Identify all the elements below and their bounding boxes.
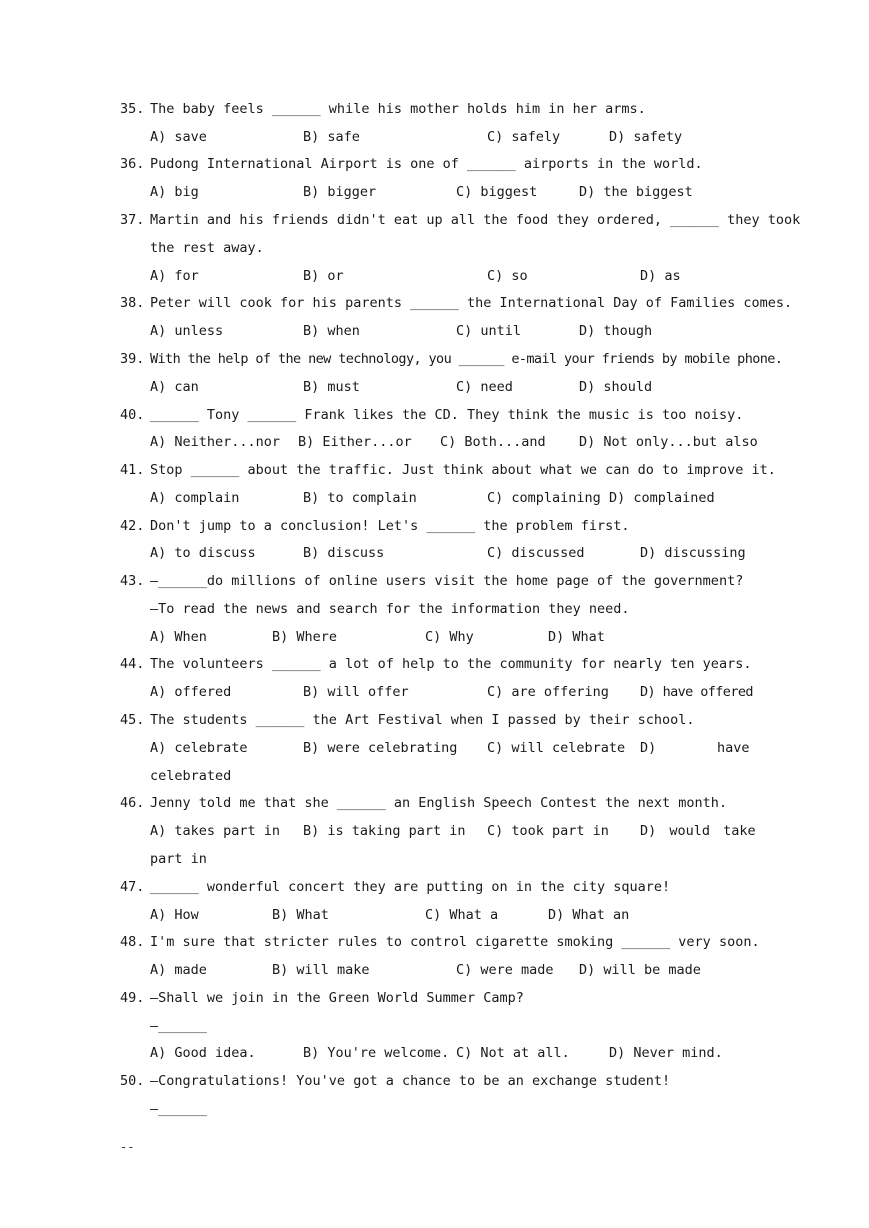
answer-blank: —______: [150, 1018, 207, 1034]
question-number: 38.: [120, 295, 145, 311]
option-a: A) How: [150, 907, 199, 923]
answer-blank: —______: [150, 1101, 207, 1117]
page-footer-mark: --: [120, 1140, 135, 1154]
question-number: 39.: [120, 351, 145, 367]
option-b: B) must: [303, 379, 360, 395]
question-number: 49.: [120, 990, 145, 1006]
option-b: B) will make: [272, 962, 370, 978]
question-stem: —Congratulations! You've got a chance to be an exchange student!: [150, 1073, 671, 1089]
question-stem-continued: —To read the news and search for the information they need.: [150, 601, 630, 617]
option-b: B) safe: [303, 129, 360, 145]
question-number: 45.: [120, 712, 145, 728]
option-d: D) discussing: [640, 545, 746, 561]
option-d: D) What an: [548, 907, 630, 923]
option-a: A) celebrate: [150, 740, 248, 756]
option-d: D) have offered: [640, 684, 753, 700]
option-b: B) Either...or: [298, 434, 412, 450]
question-number: 41.: [120, 462, 145, 478]
option-a: A) Neither...nor: [150, 434, 281, 450]
option-b: B) were celebrating: [303, 740, 458, 756]
option-b: B) to complain: [303, 490, 417, 506]
option-c: C) Both...and: [440, 434, 546, 450]
option-c: C) until: [456, 323, 522, 339]
question-number: 47.: [120, 879, 145, 895]
option-d-label: D): [640, 740, 657, 756]
question-stem-continued: the rest away.: [150, 240, 264, 256]
option-a: A) unless: [150, 323, 224, 339]
option-a: A) takes part in: [150, 823, 281, 839]
question-number: 35.: [120, 101, 145, 117]
question-stem: Pudong International Airport is one of ______ airports in the world.: [150, 156, 703, 172]
option-b: B) Where: [272, 629, 338, 645]
question-stem: —______do millions of online users visit the home page of the government?: [150, 573, 744, 589]
option-c: C) are offering: [487, 684, 609, 700]
option-d: D) complained: [609, 490, 715, 506]
option-c: C) discussed: [487, 545, 585, 561]
option-d: D) Never mind.: [609, 1045, 723, 1061]
question-number: 36.: [120, 156, 145, 172]
option-a: A) can: [150, 379, 199, 395]
question-stem: —Shall we join in the Green World Summer Camp?: [150, 990, 524, 1006]
question-stem: Stop ______ about the traffic. Just think about what we can do to improve it.: [150, 462, 776, 478]
question-number: 40.: [120, 407, 145, 423]
question-stem: With the help of the new technology, you ______ e-mail your friends by mobile phone.: [150, 351, 783, 367]
question-stem: Don't jump to a conclusion! Let's ______ the problem first.: [150, 518, 630, 534]
option-c: C) will celebrate: [487, 740, 626, 756]
option-d: D) What: [548, 629, 605, 645]
option-c: C) Not at all.: [456, 1045, 570, 1061]
question-stem: The baby feels ______ while his mother holds him in her arms.: [150, 101, 646, 117]
option-c: C) were made: [456, 962, 554, 978]
option-d: D) the biggest: [579, 184, 693, 200]
question-number: 46.: [120, 795, 145, 811]
option-d: D) safety: [609, 129, 683, 145]
question-stem: The volunteers ______ a lot of help to the community for nearly ten years.: [150, 656, 752, 672]
option-b: B) will offer: [303, 684, 409, 700]
option-c: C) so: [487, 268, 528, 284]
option-b: B) What: [272, 907, 329, 923]
option-d: D) would take: [640, 823, 756, 839]
option-a: A) for: [150, 268, 199, 284]
option-d: D) as: [640, 268, 681, 284]
option-a: A) Good idea.: [150, 1045, 256, 1061]
question-stem: ______ Tony ______ Frank likes the CD. They think the music is too noisy.: [150, 407, 744, 423]
option-c: C) need: [456, 379, 513, 395]
option-d: D) Not only...but also: [579, 434, 758, 450]
option-a: A) offered: [150, 684, 232, 700]
option-d-continued: part in: [150, 851, 207, 867]
question-stem: I'm sure that stricter rules to control cigarette smoking ______ very soon.: [150, 934, 760, 950]
question-number: 48.: [120, 934, 145, 950]
option-c: C) complaining: [487, 490, 601, 506]
option-a: A) complain: [150, 490, 240, 506]
option-b: B) when: [303, 323, 360, 339]
option-a: A) to discuss: [150, 545, 256, 561]
question-number: 50.: [120, 1073, 145, 1089]
question-number: 37.: [120, 212, 145, 228]
option-a: A) made: [150, 962, 207, 978]
option-a: A) big: [150, 184, 199, 200]
option-c: C) took part in: [487, 823, 609, 839]
option-b: B) bigger: [303, 184, 377, 200]
question-stem: Peter will cook for his parents ______ the International Day of Families comes.: [150, 295, 793, 311]
question-stem: ______ wonderful concert they are putting on in the city square!: [150, 879, 671, 895]
question-number: 44.: [120, 656, 145, 672]
question-stem: The students ______ the Art Festival when I passed by their school.: [150, 712, 695, 728]
option-c: C) biggest: [456, 184, 538, 200]
option-d-continued: celebrated: [150, 768, 232, 784]
question-stem: Martin and his friends didn't eat up all the food they ordered, ______ they took: [150, 212, 801, 228]
option-d-text: have: [717, 740, 750, 756]
option-b: B) is taking part in: [303, 823, 466, 839]
option-c: C) What a: [425, 907, 499, 923]
option-b: B) You're welcome.: [303, 1045, 450, 1061]
option-d: D) though: [579, 323, 653, 339]
option-b: B) discuss: [303, 545, 385, 561]
option-d: D) will be made: [579, 962, 701, 978]
question-number: 43.: [120, 573, 145, 589]
option-d: D) should: [579, 379, 653, 395]
option-c: C) safely: [487, 129, 561, 145]
question-number: 42.: [120, 518, 145, 534]
option-a: A) When: [150, 629, 207, 645]
question-stem: Jenny told me that she ______ an English Speech Contest the next month.: [150, 795, 728, 811]
option-c: C) Why: [425, 629, 474, 645]
option-a: A) save: [150, 129, 207, 145]
option-b: B) or: [303, 268, 344, 284]
